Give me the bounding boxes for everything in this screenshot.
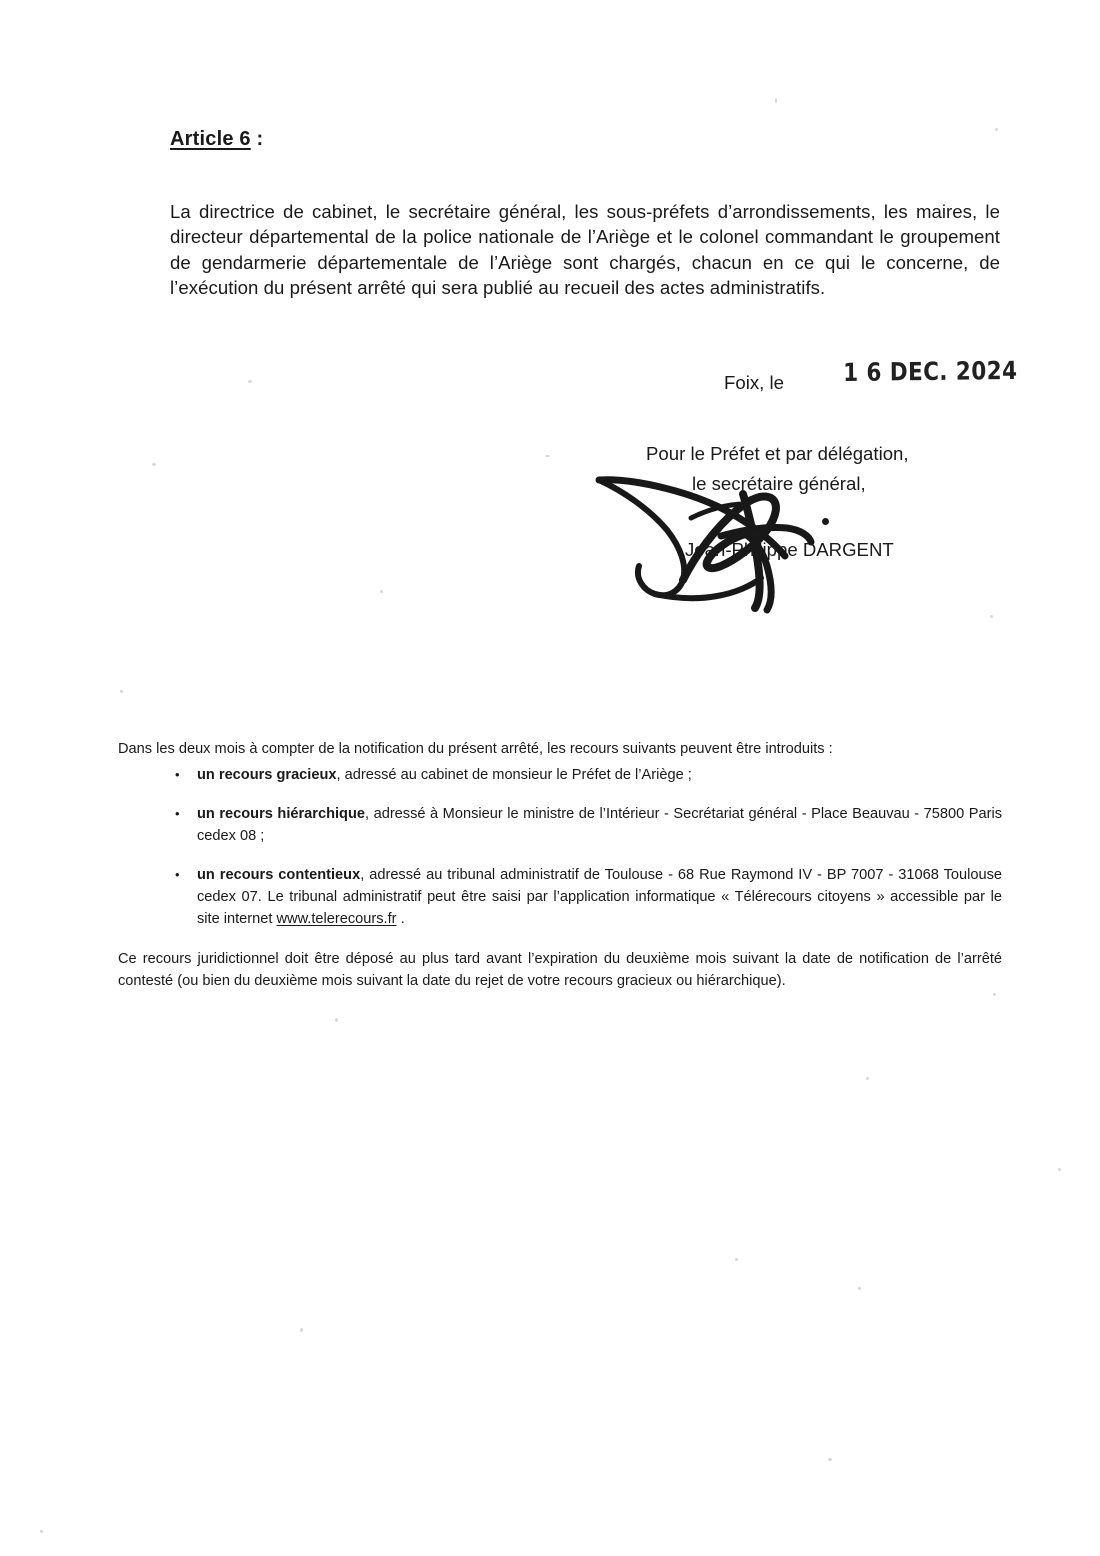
bullet-icon: • <box>175 806 180 821</box>
legal-recourse-notice <box>118 738 1002 992</box>
scan-speck <box>40 1530 43 1533</box>
delegation-line-2: le secrétaire général, <box>692 473 866 494</box>
scan-speck <box>866 1077 869 1080</box>
scan-speck <box>1058 1168 1061 1171</box>
scan-speck <box>300 1328 303 1332</box>
scan-speck <box>335 1018 338 1022</box>
scan-speck <box>545 455 550 457</box>
signature-dot-icon <box>822 518 829 525</box>
scan-speck <box>152 463 156 466</box>
recourse-type-label: un recours hiérarchique <box>197 806 366 822</box>
recourse-description: , adressé à Monsieur le ministre de l’Intérieur - Secrétariat général - Place Beauvau - 75800 Paris cedex 08 ; <box>197 806 1002 844</box>
telerecours-link[interactable]: www.telerecours.fr <box>276 911 397 927</box>
recourse-description-tail: . <box>396 911 405 927</box>
recourse-type-label: un recours contentieux <box>197 867 361 883</box>
scan-speck <box>775 98 777 103</box>
list-item <box>118 864 1002 930</box>
recourse-description: , adressé au tribunal administratif de Toulouse - 68 Rue Raymond IV - BP 7007 - 31068 Toulouse cedex 07. Le tribunal administratif peut être saisi par l’application informatique « Télérecours citoyens » accessible par le site internet <box>197 867 1002 927</box>
article-heading <box>170 128 263 151</box>
scan-speck <box>120 690 123 693</box>
scan-speck <box>380 590 383 593</box>
scan-speck <box>858 1287 861 1290</box>
scan-speck <box>995 128 998 131</box>
place-date-line: Foix, le <box>724 372 784 393</box>
legal-notice-closing: Ce recours juridictionnel doit être déposé au plus tard avant l’expiration du deuxième mois suivant la date de notification de l’arrêté contesté (ou bien du deuxième mois suivant la date du rejet de votre recours gracieux ou hiérarchique). <box>118 951 1002 989</box>
article-heading-colon: : <box>250 128 264 150</box>
scan-speck <box>993 993 996 996</box>
list-item <box>118 764 1002 786</box>
legal-notice-intro: Dans les deux mois à compter de la notification du présent arrêté, les recours suivants peuvent être introduits : <box>118 741 833 757</box>
scan-speck <box>735 1258 738 1261</box>
bullet-icon: • <box>175 767 180 782</box>
date-stamp: 1 6 DEC. 2024 <box>843 355 1018 387</box>
scan-speck <box>990 615 993 618</box>
signer-name: Jean-Philippe DARGENT <box>685 539 894 560</box>
article-body-paragraph: La directrice de cabinet, le secrétaire général, les sous-préfets d’arrondissements, les maires, le directeur départemental de la police nationale de l’Ariège et le colonel commandant le groupement de gendarmerie départementale de l’Ariège sont chargés, chacun en ce qui le concerne, de l’exécution du présent arrêté qui sera publié au recueil des actes administratifs. <box>170 200 1000 299</box>
list-item <box>118 803 1002 847</box>
scan-speck <box>828 1458 832 1461</box>
recourse-type-label: un recours gracieux <box>197 767 337 783</box>
bullet-icon: • <box>175 867 180 882</box>
recourse-description: , adressé au cabinet de monsieur le Préfet de l’Ariège ; <box>336 767 692 783</box>
delegation-line-1: Pour le Préfet et par délégation, <box>646 443 909 464</box>
article-heading-label: Article 6 <box>170 128 251 150</box>
scan-speck <box>248 380 252 383</box>
recourse-list <box>118 764 1002 930</box>
